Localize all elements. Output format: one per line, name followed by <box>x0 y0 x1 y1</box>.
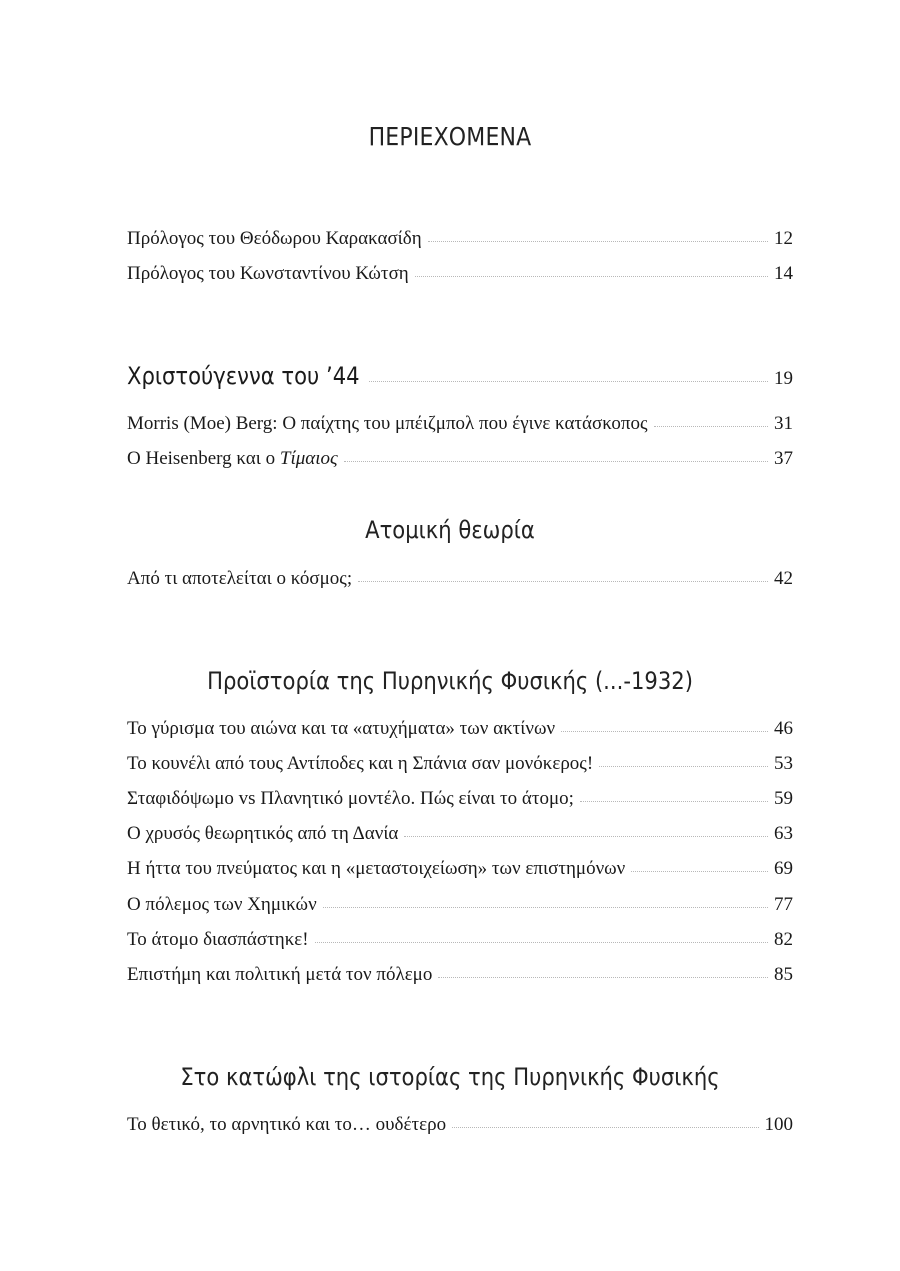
entry-title: Πρόλογος του Θεόδωρου Καρακασίδη <box>127 228 422 249</box>
dot-leader <box>654 425 768 427</box>
entry-page: 82 <box>774 929 793 950</box>
entry-title: Το κουνέλι από τους Αντίποδες και η Σπάνια σαν μονόκερος! <box>127 753 594 774</box>
toc-entry[interactable] <box>127 568 793 590</box>
toc-entry[interactable] <box>127 1114 793 1136</box>
dot-leader <box>323 906 768 908</box>
section-heading: Στο κατώφλι της ιστορίας της Πυρηνικής Φυσικής <box>180 1063 720 1091</box>
toc-entry[interactable] <box>127 894 793 916</box>
entry-page: 14 <box>774 263 793 284</box>
section-heading: Ατομική θεωρία <box>365 516 535 544</box>
dot-leader <box>428 240 768 242</box>
entry-page: 53 <box>774 753 793 774</box>
entry-page: 77 <box>774 894 793 915</box>
dot-leader <box>452 1126 758 1128</box>
toc-entry[interactable] <box>127 228 793 250</box>
toc-entry[interactable] <box>127 858 793 880</box>
toc-entry[interactable] <box>127 964 793 986</box>
entry-title-prefix: Ο Heisenberg και ο <box>127 448 280 469</box>
dot-leader <box>438 976 768 978</box>
toc-entry[interactable] <box>127 929 793 951</box>
entry-page: 63 <box>774 823 793 844</box>
chapter-page: 19 <box>774 368 793 389</box>
section-heading: Προϊστορία της Πυρηνικής Φυσικής (...-1932) <box>207 667 693 695</box>
entry-title <box>127 448 338 470</box>
dot-leader <box>561 730 768 732</box>
entry-page: 100 <box>764 1114 793 1135</box>
entry-title: Η ήττα του πνεύματος και η «μεταστοιχείωση» των επιστημόνων <box>127 858 626 879</box>
entry-page: 42 <box>774 568 793 589</box>
entry-title-italic: Τίμαιος <box>279 448 338 469</box>
toc-entry[interactable] <box>127 448 793 470</box>
entry-page: 59 <box>774 788 793 809</box>
chapter-title: Χριστούγεννα του ’44 <box>127 362 360 390</box>
toc-entry[interactable] <box>127 788 793 810</box>
toc-entry[interactable] <box>127 718 793 740</box>
dot-leader <box>415 275 768 277</box>
toc-entry[interactable] <box>127 263 793 285</box>
entry-page: 31 <box>774 413 793 434</box>
entry-title: Ο χρυσός θεωρητικός από τη Δανία <box>127 823 399 844</box>
entry-title: Ο πόλεμος των Χημικών <box>127 894 317 915</box>
dot-leader <box>358 580 768 582</box>
entry-title: Επιστήμη και πολιτική μετά τον πόλεμο <box>127 964 433 985</box>
toc-entry[interactable] <box>127 823 793 845</box>
entry-page: 37 <box>774 448 793 469</box>
dot-leader <box>580 800 768 802</box>
entry-title: Morris (Moe) Berg: Ο παίχτης του μπέιζμπολ που έγινε κατάσκοπος <box>127 413 648 434</box>
entry-title: Από τι αποτελείται ο κόσμος; <box>127 568 353 589</box>
entry-page: 46 <box>774 718 793 739</box>
dot-leader <box>631 870 768 872</box>
dot-leader <box>599 765 768 767</box>
entry-title: Το άτομο διασπάστηκε! <box>127 929 309 950</box>
dot-leader <box>344 460 768 462</box>
entry-page: 69 <box>774 858 793 879</box>
entry-page: 12 <box>774 228 793 249</box>
entry-title: Το γύρισμα του αιώνα και τα «ατυχήματα» των ακτίνων <box>127 718 556 739</box>
entry-title: Το θετικό, το αρνητικό και το… ουδέτερο <box>127 1114 447 1135</box>
entry-title: Πρόλογος του Κωνσταντίνου Κώτση <box>127 263 409 284</box>
dot-leader <box>369 380 768 382</box>
entry-title: Σταφιδόψωμο vs Πλανητικό μοντέλο. Πώς είναι το άτομο; <box>127 788 574 809</box>
toc-entry[interactable] <box>127 753 793 775</box>
dot-leader <box>315 941 768 943</box>
toc-chapter-entry[interactable] <box>127 362 793 390</box>
toc-entry[interactable] <box>127 413 793 435</box>
page-title: ΠΕΡΙΕΧΟΜΕΝΑ <box>368 122 532 151</box>
dot-leader <box>404 835 768 837</box>
entry-page: 85 <box>774 964 793 985</box>
